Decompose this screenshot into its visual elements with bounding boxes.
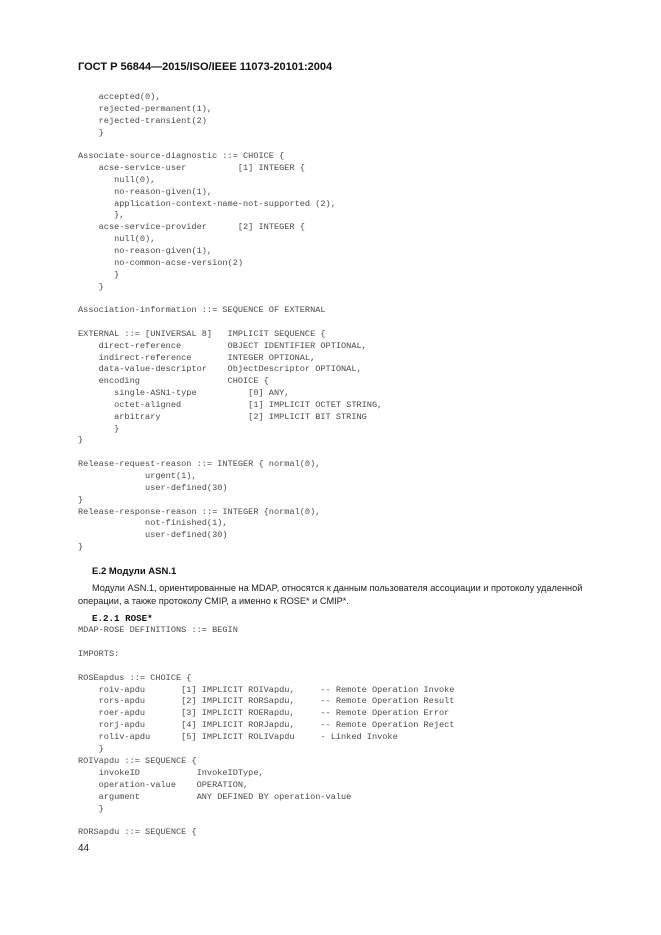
standard-header: ГОСТ Р 56844—2015/ISO/IEEE 11073-20101:2004 <box>78 61 333 73</box>
section-heading: Е.2 Модули ASN.1 <box>92 566 177 577</box>
rose-code-block: MDAP-ROSE DEFINITIONS ::= BEGIN IMPORTS: ROSEapdus ::= CHOICE { roiv-apdu [1] IMPLICIT ROIVapdu, -- Remote Operation Invoke rors-apdu [2] IMPLICIT RORSapdu, -- Remote Operation Result roer-apdu [3] IMPLICIT ROERapdu, -- Remote Operation Error rorj-apdu [4] IMPLICIT RORJapdu, -- Remote Operation Reject roliv-apdu [5] IMPLICIT ROLIVapdu - Linked Invoke } ROIVapdu ::= SEQUENCE { invokeID InvokeIDType, operation-value OPERATION, argument ANY DEFINED BY operation-value } RORSapdu ::= SEQUENCE { <box>78 625 455 838</box>
asn1-code-block: accepted(0), rejected-permanent(1), rejected-transient(2) } Associate-source-diagnostic ::= CHOICE { acse-service-user [1] INTEGER { null(0), no-reason-given(1), application-context-name-not-supported (2), }, acse-service-provider [2] INTEGER { null(0), no-reason-given(1), no-common-acse-version(2) } } Association-information ::= SEQUENCE OF EXTERNAL EXTERNAL ::= [UNIVERSAL 8] IMPLICIT SEQUENCE { direct-reference OBJECT IDENTIFIER OPTIONAL, indirect-reference INTEGER OPTIONAL, data-value-descriptor ObjectDescriptor OPTIONAL, encoding CHOICE { single-ASN1-type [0] ANY, octet-aligned [1] IMPLICIT OCTET STRING, arbitrary [2] IMPLICIT BIT STRING } } Release-request-reason ::= INTEGER { normal(0), urgent(1), user-defined(30) } Release-response-reason ::= INTEGER {normal(0), not-finished(1), user-defined(30) } <box>78 92 383 553</box>
section-paragraph: Модули ASN.1, ориентированные на MDAP, относятся к данным пользователя ассоциации и протоколу удаленной операции, а также протоколу CMIP, а именно к ROSE* и CMIP*. <box>78 583 583 606</box>
subsection-heading: E.2.1 ROSE* <box>92 613 153 624</box>
page-number: 44 <box>78 843 90 854</box>
